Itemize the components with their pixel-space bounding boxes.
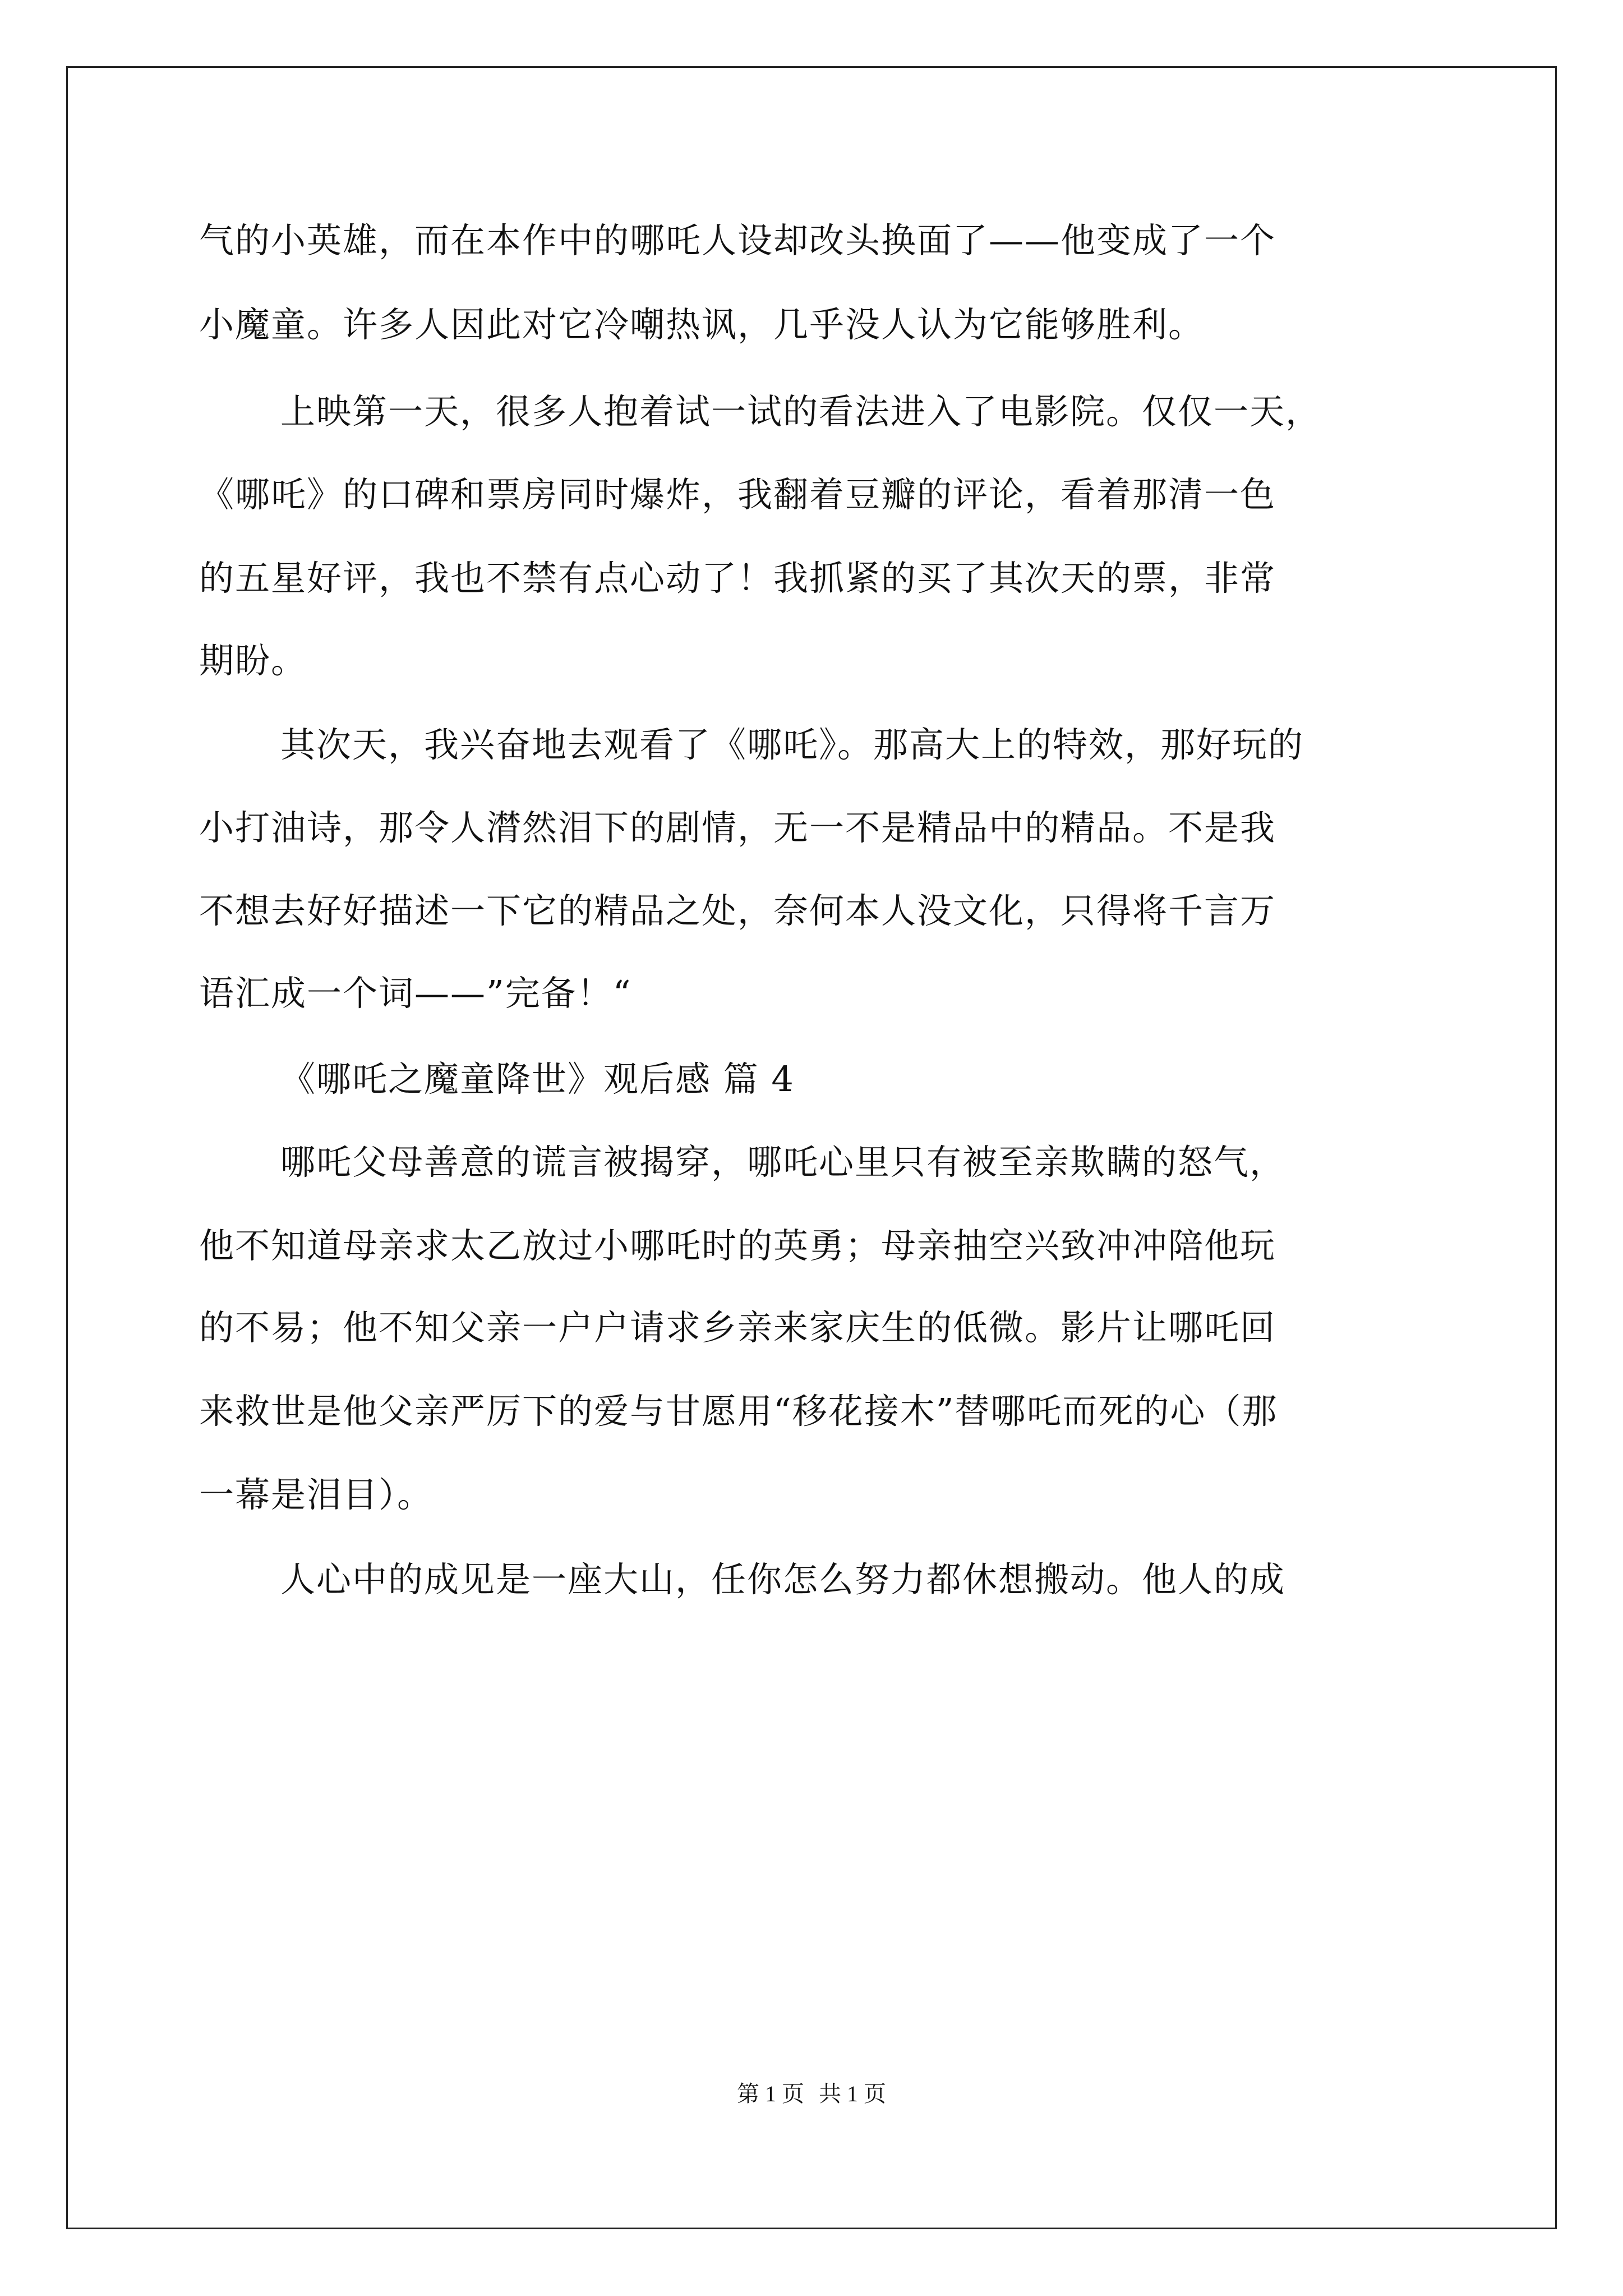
paragraph-start-line: 其次天，我兴奋地去观看了《哪吒》。那高大上的特效，那好玩的: [280, 724, 1304, 765]
page-number: 第 1 页: [737, 2081, 804, 2106]
paragraph-start-line: 人心中的成见是一座大山，任你怎么努力都休想搬动。他人的成: [280, 1559, 1286, 1600]
text-line: 的不易；他不知父亲一户户请求乡亲来家庆生的低微。影片让哪吒回: [199, 1307, 1276, 1348]
paragraph-start-line: 上映第一天，很多人抱着试一试的看法进入了电影院。仅仅一天，: [280, 391, 1322, 432]
text-line: 《哪吒》的口碑和票房同时爆炸，我翻着豆瓣的评论，看着那清一色: [199, 474, 1276, 515]
paragraph-start-line: 哪吒父母善意的谎言被揭穿，哪吒心里只有被至亲欺瞒的怒气，: [280, 1142, 1286, 1182]
text-line: 气的小英雄，而在本作中的哪吒人设却改头换面了——他变成了一个: [199, 220, 1276, 261]
text-line: 一幕是泪目）。: [199, 1474, 434, 1515]
text-line: 语汇成一个词——”完备！“: [199, 973, 632, 1014]
text-line: 他不知道母亲求太乙放过小哪吒时的英勇；母亲抽空兴致冲冲陪他玩: [199, 1225, 1276, 1266]
section-heading: 《哪吒之魔童降世》观后感 篇 4: [280, 1059, 795, 1099]
text-line: 不想去好好描述一下它的精品之处，奈何本人没文化，只得将千言万: [199, 890, 1276, 931]
page-footer: [0, 2080, 1623, 2108]
text-line: 小打油诗，那令人潸然泪下的剧情，无一不是精品中的精品。不是我: [199, 807, 1276, 848]
text-line: 期盼。: [199, 640, 307, 681]
page-total: 共 1 页: [819, 2081, 886, 2106]
text-line: 来救世是他父亲严厉下的爱与甘愿用“移花接木”替哪吒而死的心（那: [199, 1391, 1278, 1432]
text-line: 的五星好评，我也不禁有点心动了！我抓紧的买了其次天的票，非常: [199, 558, 1276, 599]
text-line: 小魔童。许多人因此对它冷嘲热讽，几乎没人认为它能够胜利。: [199, 304, 1205, 345]
